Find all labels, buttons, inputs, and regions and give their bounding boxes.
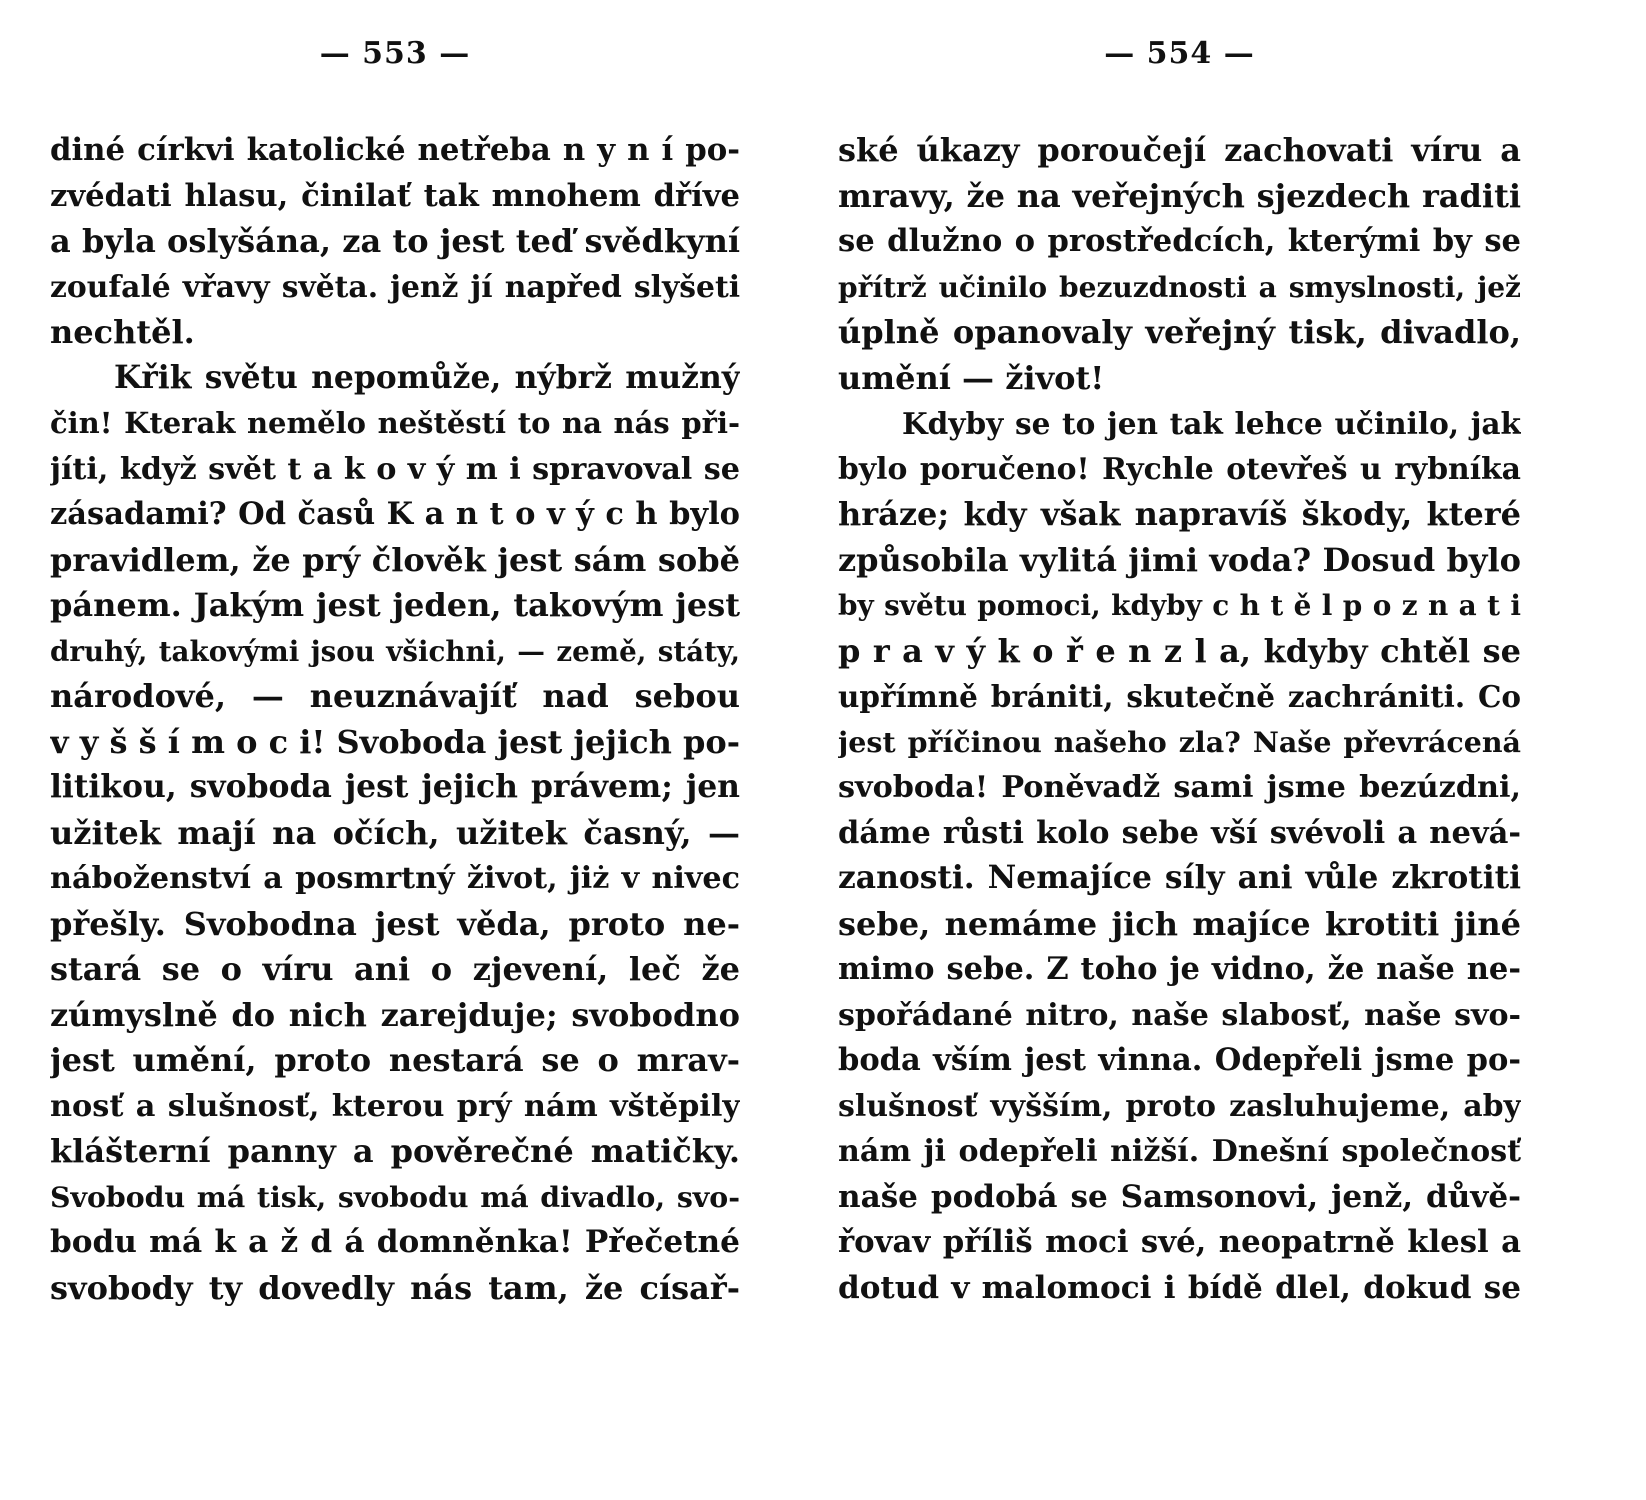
text-line: Svobodu má tisk, svobodu má divadlo, svo- bbox=[50, 1179, 740, 1214]
text-line: bodu má k a ž d á domněnka! Přečetné bbox=[50, 1224, 740, 1260]
text-line: nechtěl. bbox=[50, 313, 195, 351]
text-line: pravidlem, že prý člověk jest sám sobě bbox=[50, 540, 740, 579]
text-line: způsobila vylitá jimi voda? Dosud bylo bbox=[838, 540, 1521, 579]
text-line: sebe, nemáme jich majíce krotiti jiné bbox=[838, 904, 1521, 943]
text-line: boda vším jest vinna. Odepřeli jsme po- bbox=[838, 1042, 1521, 1078]
text-line: klášterní panny a pověrečné matičky. bbox=[50, 1132, 740, 1170]
page-number: — 554 — bbox=[1104, 36, 1255, 71]
text-line: svobody ty dovedly nás tam, že císař- bbox=[50, 1268, 740, 1307]
text-line: zásadami? Od časů K a n t o v ý c h bylo bbox=[50, 496, 740, 532]
page-text bbox=[50, 128, 740, 1311]
text-line: jest příčinou našeho zla? Naše převrácená bbox=[838, 724, 1521, 759]
text-line: umění — život! bbox=[838, 358, 1105, 397]
text-line: jíti, když svět t a k o v ý m i spravoval se bbox=[50, 451, 740, 487]
text-line: čin! Kterak nemělo neštěstí to na nás při- bbox=[50, 406, 740, 440]
text-line: hráze; kdy však napravíš škody, které bbox=[838, 495, 1521, 533]
text-line: bylo poručeno! Rychle otevřeš u rybníka bbox=[838, 451, 1521, 487]
text-line: národové, — neuznávajíť nad sebou bbox=[50, 677, 740, 715]
text-line: stará se o víru ani o zjevení, leč že bbox=[50, 950, 740, 988]
text-line: úplně opanovaly veřejný tisk, divadlo, bbox=[838, 313, 1521, 351]
text-line: zanosti. Nemajíce síly ani vůle zkrotiti bbox=[838, 860, 1521, 896]
text-line: spořádané nitro, naše slabosť, naše svo- bbox=[838, 997, 1521, 1033]
text-line: Kdyby se to jen tak lehce učinilo, jak bbox=[902, 406, 1521, 441]
text-line: přešly. Svobodna jest věda, proto ne- bbox=[50, 904, 740, 943]
text-line: slušnosť vyšším, proto zasluhujeme, aby bbox=[838, 1088, 1521, 1124]
text-line: mimo sebe. Z toho je vidno, že naše ne- bbox=[838, 951, 1521, 987]
text-line: řovav příliš moci své, neopatrně klesl a bbox=[838, 1224, 1521, 1260]
text-line: nosť a slušnosť, kterou prý nám vštěpily bbox=[50, 1088, 740, 1124]
text-line: zoufalé vřavy světa. jenž jí napřed slyšeti bbox=[50, 269, 740, 305]
page-text bbox=[838, 128, 1521, 1311]
text-line: litikou, svoboda jest jejich právem; jen bbox=[50, 769, 740, 805]
text-line: užitek mají na očích, užitek časný, — bbox=[50, 813, 740, 852]
text-line: v y š š í m o c i! Svoboda jest jejich po- bbox=[50, 722, 740, 761]
text-line: nám ji odepřeli nižší. Dnešní společnosť bbox=[838, 1134, 1521, 1169]
text-line: zvédati hlasu, činilať tak mnohem dříve bbox=[50, 177, 740, 214]
text-line: jest umění, proto nestará se o mrav- bbox=[50, 1041, 740, 1079]
text-line: by světu pomoci, kdyby c h t ě l p o z n a t i bbox=[838, 589, 1521, 622]
text-line: naše podobá se Samsonovi, jenž, důvě- bbox=[838, 1178, 1521, 1215]
text-line: pánem. Jakým jest jeden, takovým jest bbox=[50, 586, 740, 624]
text-line: upřímně brániti, skutečně zachrániti. Co bbox=[838, 679, 1521, 714]
text-line: druhý, takovými jsou všichni, — země, státy, bbox=[50, 634, 740, 668]
text-line: přítrž učinilo bezuzdnosti a smyslnosti, jež bbox=[838, 270, 1521, 304]
text-line: ské úkazy poroučejí zachovati víru a bbox=[838, 131, 1521, 169]
text-line: p r a v ý k o ř e n z l a, kdyby chtěl se bbox=[838, 631, 1521, 670]
text-line: a byla oslyšána, za to jest teď svědkyní bbox=[50, 222, 740, 260]
text-line: mravy, že na veřejných sjezdech raditi bbox=[838, 176, 1521, 215]
text-line: se dlužno o prostředcích, kterými by se bbox=[838, 223, 1521, 259]
text-line: diné církvi katolické netřeba n y n í po- bbox=[50, 132, 740, 168]
text-line: svoboda! Poněvadž sami jsme bezúzdni, bbox=[838, 770, 1521, 805]
text-line: dotud v malomoci i bídě dlel, dokud se bbox=[838, 1269, 1521, 1306]
text-line: dáme růsti kolo sebe vší svévoli a nevá- bbox=[838, 814, 1521, 851]
text-line: náboženství a posmrtný život, jiż v nivec bbox=[50, 861, 740, 896]
page-number: — 553 — bbox=[319, 36, 471, 71]
text-line: zúmyslně do nich zarejduje; svobodno bbox=[50, 995, 740, 1034]
text-line: Křik světu nepomůže, nýbrž mužný bbox=[114, 359, 740, 396]
